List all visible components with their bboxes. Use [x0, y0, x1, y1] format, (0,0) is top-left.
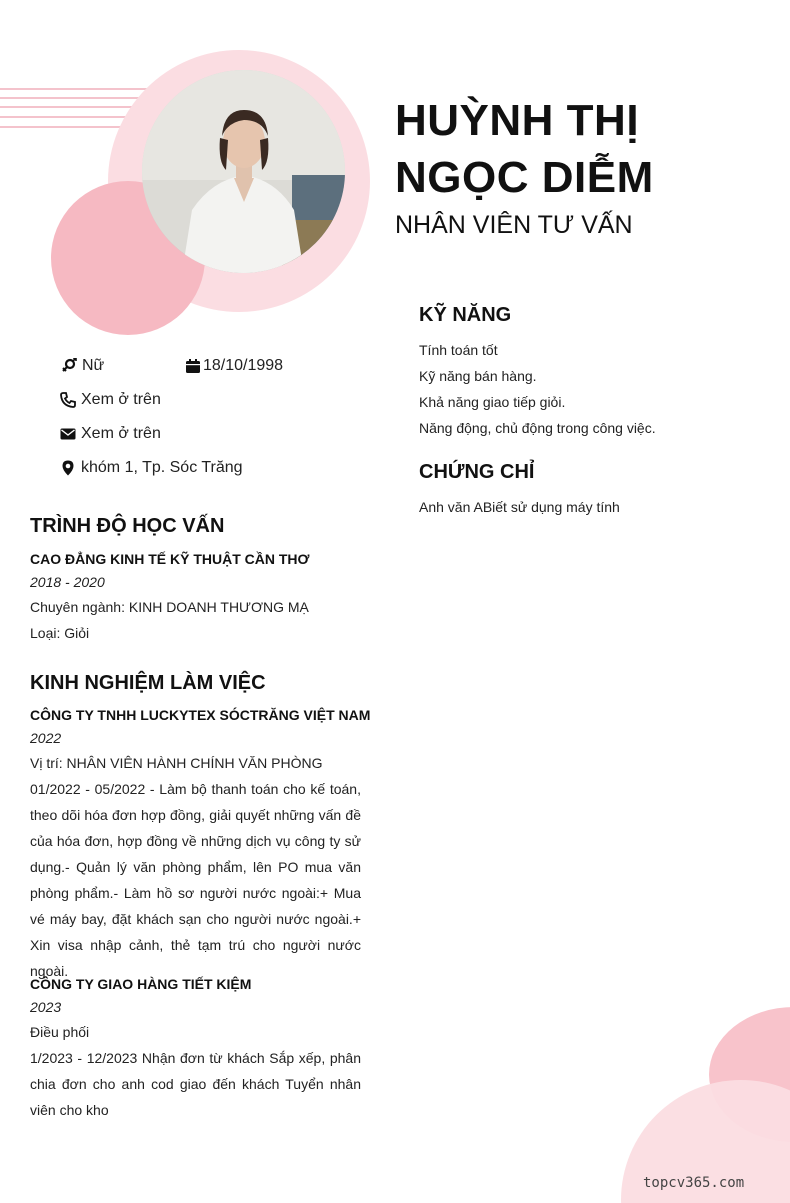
job-2-description: 1/2023 - 12/2023 Nhận đơn từ khách Sắp xếp, phân chia đơn cho anh cod giao đến khách Tuyển nhân viên cho kho: [30, 1050, 361, 1118]
education-title: TRÌNH ĐỘ HỌC VẤN: [30, 515, 225, 537]
map-pin-icon: [60, 460, 76, 476]
job-1-company: CÔNG TY TNHH LUCKYTEX SÓCTRĂNG VIỆT NAM: [30, 707, 371, 723]
experience-title: KINH NGHIỆM LÀM VIỆC: [30, 672, 266, 694]
candidate-name: [395, 92, 654, 206]
job-1-year: 2022: [30, 730, 62, 746]
job-position: NHÂN VIÊN TƯ VẤN: [395, 211, 633, 239]
name-line-1: HUỲNH THỊ: [395, 96, 640, 145]
job-2-company: CÔNG TY GIAO HÀNG TIẾT KIỆM: [30, 976, 252, 992]
skill-item: Tính toán tốt: [419, 342, 498, 358]
phone-value[interactable]: Xem ở trên: [81, 391, 161, 408]
calendar-icon: [185, 358, 201, 374]
info-birthday: [185, 355, 283, 377]
name-line-2: NGỌC DIỄM: [395, 153, 654, 202]
gender-value: Nữ: [82, 357, 105, 374]
skill-item: Năng động, chủ động trong công việc.: [419, 420, 656, 436]
job-1-description: 01/2022 - 05/2022 - Làm bộ thanh toán cho kế toán, theo dõi hóa đơn hợp đồng, giải quyết những vấn đề của hóa đơn, hợp đồng về những dịch vụ công ty sử dụng.- Quản lý văn phòng phẩm, lên PO mua văn phòng phẩm.- Làm hồ sơ người nước ngoài:+ Mua vé máy bay, đặt khách sạn cho người nước ngoài.+ Xin visa nhập cảnh, thẻ tạm trú cho người nước ngoài.: [30, 781, 361, 979]
education-grade: Loại: Giỏi: [30, 625, 90, 641]
skill-item: Kỹ năng bán hàng.: [419, 368, 537, 384]
job-2-role: Điều phối: [30, 1024, 90, 1040]
profile-photo-illustration: [142, 70, 345, 273]
gender-icon: [61, 358, 77, 374]
watermark: topcv365.com: [643, 1175, 745, 1191]
info-gender: [61, 355, 104, 377]
job-1-role: Vị trí: NHÂN VIÊN HÀNH CHÍNH VĂN PHÒNG: [30, 755, 323, 771]
education-major: Chuyên ngành: KINH DOANH THƯƠNG MẠ: [30, 599, 309, 615]
education-school: CAO ĐẲNG KINH TẾ KỸ THUẬT CẦN THƠ: [30, 551, 310, 567]
education-period: 2018 - 2020: [30, 574, 105, 590]
certificates-title: CHỨNG CHỈ: [419, 461, 535, 483]
address-value: khóm 1, Tp. Sóc Trăng: [81, 459, 243, 476]
email-value[interactable]: Xem ở trên: [81, 425, 161, 442]
phone-icon: [60, 392, 76, 408]
envelope-icon: [60, 426, 76, 442]
profile-photo: [142, 70, 345, 273]
info-email: [60, 423, 161, 445]
certificate-text: Anh văn ABiết sử dụng máy tính: [419, 499, 620, 515]
skills-title: KỸ NĂNG: [419, 304, 512, 326]
birthday-value: 18/10/1998: [203, 357, 284, 374]
job-2-year: 2023: [30, 999, 62, 1015]
info-address: [60, 457, 243, 479]
info-phone: [60, 389, 161, 411]
skill-item: Khả năng giao tiếp giỏi.: [419, 394, 566, 410]
